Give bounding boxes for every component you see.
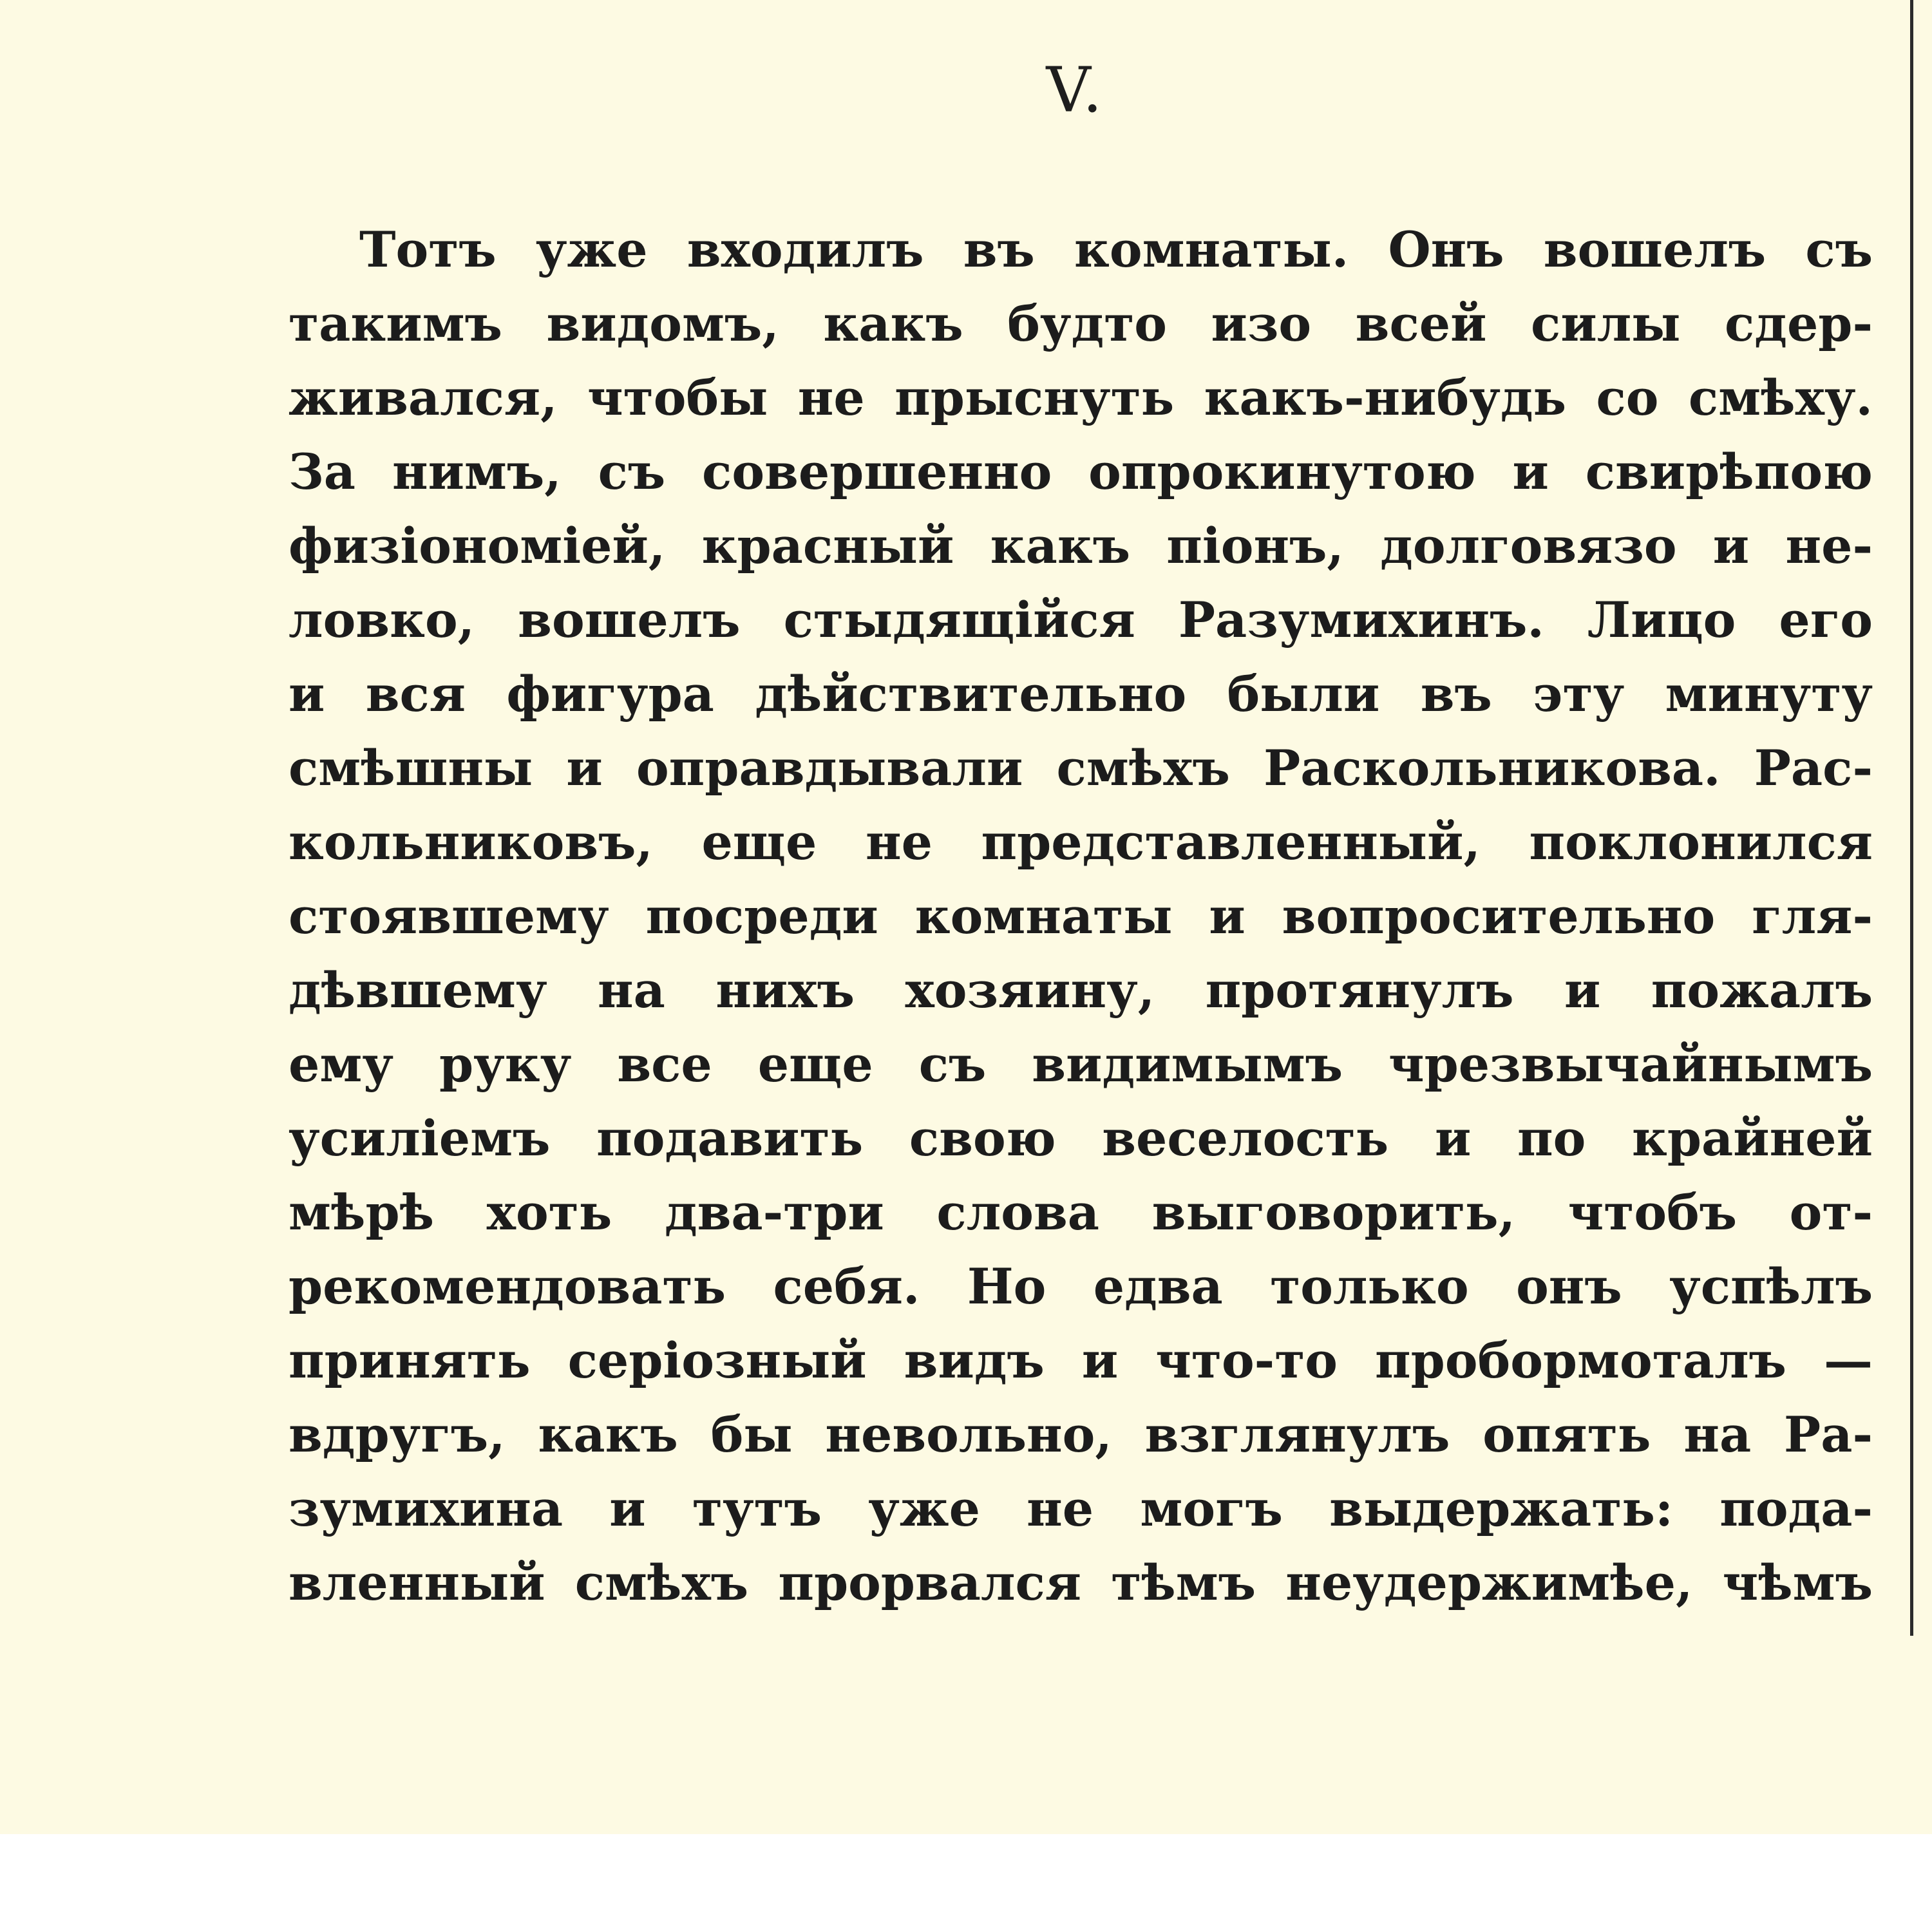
text-line: рекомендовать себя. Но едва только онъ успѣлъ <box>289 1258 1873 1315</box>
text-line: Тотъ уже входилъ въ комнаты. Онъ вошелъ съ <box>359 221 1873 278</box>
text-line: вленный смѣхъ прорвался тѣмъ неудержимѣе, чѣмъ <box>289 1554 1873 1611</box>
text-line: принять серіозный видъ и что-то пробормоталъ — <box>289 1332 1873 1389</box>
paragraph-body <box>289 213 1873 1620</box>
column-rule <box>1910 0 1913 1636</box>
text-line: ему руку все еще съ видимымъ чрезвычайнымъ <box>289 1036 1873 1093</box>
text-line: и вся фигура дѣйствительно были въ эту минуту <box>289 665 1873 723</box>
text-line: дѣвшему на нихъ хозяину, протянулъ и пожалъ <box>289 961 1873 1019</box>
bottom-margin <box>0 1834 1932 1932</box>
text-line: зумихина и тутъ уже не могъ выдержать: пода- <box>289 1480 1873 1537</box>
text-line: кольниковъ, еще не представленный, поклонился <box>289 813 1873 871</box>
text-line: вдругъ, какъ бы невольно, взглянулъ опять на Ра- <box>289 1406 1873 1463</box>
text-line: стоявшему посреди комнаты и вопросительно гля- <box>289 887 1873 945</box>
chapter-heading: V. <box>1046 54 1105 126</box>
text-line: усиліемъ подавить свою веселость и по крайней <box>289 1110 1873 1167</box>
text-line: такимъ видомъ, какъ будто изо всей силы сдер- <box>289 295 1873 352</box>
text-line: мѣрѣ хоть два-три слова выговорить, чтобъ от- <box>289 1184 1873 1241</box>
text-line: физіономіей, красный какъ піонъ, долговязо и не- <box>289 517 1873 574</box>
text-line: живался, чтобы не прыснуть какъ-нибудь со смѣху. <box>289 369 1873 426</box>
text-line: ловко, вошелъ стыдящійся Разумихинъ. Лицо его <box>289 591 1873 649</box>
text-line: смѣшны и оправдывали смѣхъ Раскольникова. Рас- <box>289 739 1873 797</box>
text-line: За нимъ, съ совершенно опрокинутою и свирѣпою <box>289 443 1873 500</box>
